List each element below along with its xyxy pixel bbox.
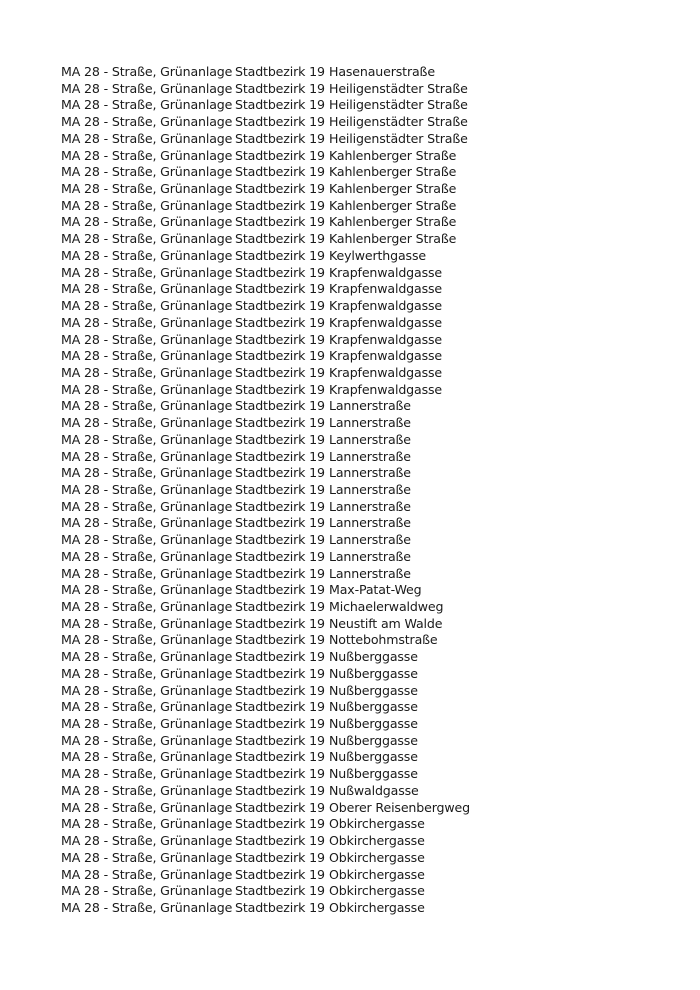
department-cell: MA 28 - Straße, Grünanlage [61, 114, 233, 130]
street-cell: Obkirchergasse [329, 816, 425, 832]
district-cell: Stadtbezirk 19 [235, 532, 325, 548]
district-cell: Stadtbezirk 19 [235, 197, 325, 213]
street-cell: Oberer Reisenbergweg [329, 799, 470, 815]
list-item [61, 883, 489, 900]
department-cell: MA 28 - Straße, Grünanlage [61, 298, 233, 314]
department-cell: MA 28 - Straße, Grünanlage [61, 465, 233, 481]
street-cell: Lannerstraße [329, 431, 411, 447]
district-cell: Stadtbezirk 19 [235, 849, 325, 865]
street-cell: Lannerstraße [329, 481, 411, 497]
street-cell: Michaelerwaldweg [329, 599, 444, 614]
street-cell: Nußberggasse [329, 749, 418, 765]
street-cell: Lannerstraße [329, 565, 411, 581]
district-cell: Stadtbezirk 19 [235, 615, 325, 631]
department-cell: MA 28 - Straße, Grünanlage [61, 164, 233, 180]
street-cell: Lannerstraße [329, 465, 411, 481]
district-cell: Stadtbezirk 19 [235, 699, 325, 715]
department-cell: MA 28 - Straße, Grünanlage [61, 398, 233, 414]
street-cell: Kahlenberger Straße [329, 181, 457, 197]
street-cell: Obkirchergasse [329, 883, 425, 899]
district-cell: Stadtbezirk 19 [235, 498, 325, 514]
department-cell: MA 28 - Straße, Grünanlage [61, 431, 233, 447]
list-item [61, 582, 489, 599]
district-cell: Stadtbezirk 19 [235, 649, 325, 665]
list-item [61, 415, 489, 432]
district-cell: Stadtbezirk 19 [235, 665, 325, 681]
street-cell: Krapfenwaldgasse [329, 364, 443, 380]
list-item [61, 81, 489, 98]
district-cell: Stadtbezirk 19 [235, 398, 325, 414]
department-cell: MA 28 - Straße, Grünanlage [61, 181, 233, 197]
street-cell: Nußberggasse [329, 682, 418, 698]
district-cell: Stadtbezirk 19 [235, 632, 325, 648]
department-cell: MA 28 - Straße, Grünanlage [61, 548, 233, 564]
district-cell: Stadtbezirk 19 [235, 682, 325, 698]
list-item [61, 816, 489, 833]
street-cell: Lannerstraße [329, 532, 411, 548]
department-cell: MA 28 - Straße, Grünanlage [61, 381, 233, 397]
district-cell: Stadtbezirk 19 [235, 833, 325, 849]
street-cell: Nußwaldgasse [329, 782, 419, 798]
street-cell: Obkirchergasse [329, 833, 425, 849]
department-cell: MA 28 - Straße, Grünanlage [61, 214, 233, 230]
department-cell: MA 28 - Straße, Grünanlage [61, 883, 233, 899]
list-item [61, 867, 489, 884]
department-cell: MA 28 - Straße, Grünanlage [61, 247, 233, 263]
street-cell: Max-Patat-Weg [329, 582, 422, 598]
district-cell: Stadtbezirk 19 [235, 766, 325, 782]
list-item [61, 833, 489, 850]
district-cell: Stadtbezirk 19 [235, 298, 325, 314]
department-cell: MA 28 - Straße, Grünanlage [61, 582, 233, 598]
district-cell: Stadtbezirk 19 [235, 147, 325, 163]
department-cell: MA 28 - Straße, Grünanlage [61, 97, 233, 113]
list-item [61, 315, 489, 332]
street-cell: Obkirchergasse [329, 899, 425, 915]
list-item [61, 365, 489, 382]
department-cell: MA 28 - Straße, Grünanlage [61, 281, 233, 297]
department-cell: MA 28 - Straße, Grünanlage [61, 665, 233, 681]
department-cell: MA 28 - Straße, Grünanlage [61, 448, 233, 464]
district-cell: Stadtbezirk 19 [235, 415, 325, 431]
district-cell: Stadtbezirk 19 [235, 883, 325, 899]
district-cell: Stadtbezirk 19 [235, 331, 325, 347]
district-cell: Stadtbezirk 19 [235, 314, 325, 330]
district-cell: Stadtbezirk 19 [235, 348, 325, 364]
street-cell: Kahlenberger Straße [329, 231, 457, 247]
list-item [61, 482, 489, 499]
district-cell: Stadtbezirk 19 [235, 782, 325, 798]
list-item [61, 181, 489, 198]
list-item [61, 281, 489, 298]
list-item [61, 632, 489, 649]
street-cell: Nußberggasse [329, 716, 418, 732]
list-item [61, 549, 489, 566]
street-cell: Nußberggasse [329, 649, 418, 665]
department-cell: MA 28 - Straße, Grünanlage [61, 498, 233, 514]
department-cell: MA 28 - Straße, Grünanlage [61, 64, 233, 79]
street-cell: Nußberggasse [329, 732, 418, 748]
district-cell: Stadtbezirk 19 [235, 899, 325, 915]
district-cell: Stadtbezirk 19 [235, 281, 325, 297]
street-cell: Lannerstraße [329, 398, 411, 414]
department-cell: MA 28 - Straße, Grünanlage [61, 632, 233, 648]
district-cell: Stadtbezirk 19 [235, 247, 325, 263]
department-cell: MA 28 - Straße, Grünanlage [61, 415, 233, 431]
list-item [61, 449, 489, 466]
list-item [61, 850, 489, 867]
department-cell: MA 28 - Straße, Grünanlage [61, 231, 233, 247]
street-cell: Kahlenberger Straße [329, 147, 457, 163]
department-cell: MA 28 - Straße, Grünanlage [61, 515, 233, 531]
street-cell: Kahlenberger Straße [329, 197, 457, 213]
list-item [61, 382, 489, 399]
district-cell: Stadtbezirk 19 [235, 565, 325, 581]
department-cell: MA 28 - Straße, Grünanlage [61, 799, 233, 815]
department-cell: MA 28 - Straße, Grünanlage [61, 716, 233, 732]
district-cell: Stadtbezirk 19 [235, 97, 325, 113]
list-item [61, 114, 489, 131]
list-item [61, 532, 489, 549]
list-item [61, 248, 489, 265]
street-cell: Obkirchergasse [329, 849, 425, 865]
street-cell: Nußberggasse [329, 766, 418, 782]
street-cell: Nottebohmstraße [329, 632, 438, 648]
list-item [61, 465, 489, 482]
district-cell: Stadtbezirk 19 [235, 816, 325, 832]
list-item [61, 900, 489, 917]
list-item [61, 214, 489, 231]
street-cell: Krapfenwaldgasse [329, 264, 443, 280]
department-cell: MA 28 - Straße, Grünanlage [61, 147, 233, 163]
department-cell: MA 28 - Straße, Grünanlage [61, 565, 233, 581]
district-cell: Stadtbezirk 19 [235, 381, 325, 397]
list-item [61, 649, 489, 666]
district-cell: Stadtbezirk 19 [235, 465, 325, 481]
district-cell: Stadtbezirk 19 [235, 448, 325, 464]
department-cell: MA 28 - Straße, Grünanlage [61, 331, 233, 347]
district-cell: Stadtbezirk 19 [235, 431, 325, 447]
department-cell: MA 28 - Straße, Grünanlage [61, 732, 233, 748]
list-item [61, 749, 489, 766]
district-cell: Stadtbezirk 19 [235, 114, 325, 130]
list-item [61, 716, 489, 733]
street-cell: Kahlenberger Straße [329, 164, 457, 180]
list-item [61, 783, 489, 800]
department-cell: MA 28 - Straße, Grünanlage [61, 782, 233, 798]
department-cell: MA 28 - Straße, Grünanlage [61, 833, 233, 849]
list-item [61, 97, 489, 114]
department-cell: MA 28 - Straße, Grünanlage [61, 197, 233, 213]
list-item [61, 198, 489, 215]
list-item [61, 164, 489, 181]
list-item [61, 800, 489, 817]
street-cell: Lannerstraße [329, 415, 411, 431]
street-cell: Heiligenstädter Straße [329, 80, 468, 96]
department-cell: MA 28 - Straße, Grünanlage [61, 314, 233, 330]
department-cell: MA 28 - Straße, Grünanlage [61, 481, 233, 497]
district-cell: Stadtbezirk 19 [235, 164, 325, 180]
list-item [61, 332, 489, 349]
list-item [61, 566, 489, 583]
street-cell: Nußberggasse [329, 699, 418, 715]
list-item [61, 733, 489, 750]
department-cell: MA 28 - Straße, Grünanlage [61, 816, 233, 832]
list-item [61, 398, 489, 415]
district-cell: Stadtbezirk 19 [235, 130, 325, 146]
district-cell: Stadtbezirk 19 [235, 481, 325, 497]
district-cell: Stadtbezirk 19 [235, 231, 325, 247]
department-cell: MA 28 - Straße, Grünanlage [61, 364, 233, 380]
district-cell: Stadtbezirk 19 [235, 264, 325, 280]
street-cell: Nußberggasse [329, 665, 418, 681]
street-cell: Kahlenberger Straße [329, 214, 457, 230]
street-cell: Krapfenwaldgasse [329, 331, 443, 347]
department-cell: MA 28 - Straße, Grünanlage [61, 766, 233, 782]
list-item [61, 599, 489, 616]
street-list [61, 64, 489, 917]
list-item [61, 131, 489, 148]
department-cell: MA 28 - Straße, Grünanlage [61, 80, 233, 96]
district-cell: Stadtbezirk 19 [235, 749, 325, 765]
department-cell: MA 28 - Straße, Grünanlage [61, 599, 233, 614]
street-cell: Heiligenstädter Straße [329, 97, 468, 113]
list-item [61, 766, 489, 783]
street-cell: Krapfenwaldgasse [329, 348, 443, 364]
list-item [61, 265, 489, 282]
list-item [61, 499, 489, 516]
street-cell: Lannerstraße [329, 498, 411, 514]
department-cell: MA 28 - Straße, Grünanlage [61, 866, 233, 882]
list-item [61, 231, 489, 248]
department-cell: MA 28 - Straße, Grünanlage [61, 130, 233, 146]
district-cell: Stadtbezirk 19 [235, 64, 325, 79]
district-cell: Stadtbezirk 19 [235, 214, 325, 230]
street-cell: Lannerstraße [329, 515, 411, 531]
department-cell: MA 28 - Straße, Grünanlage [61, 348, 233, 364]
district-cell: Stadtbezirk 19 [235, 799, 325, 815]
district-cell: Stadtbezirk 19 [235, 548, 325, 564]
street-cell: Heiligenstädter Straße [329, 114, 468, 130]
street-cell: Hasenauerstraße [329, 64, 435, 79]
street-cell: Heiligenstädter Straße [329, 130, 468, 146]
district-cell: Stadtbezirk 19 [235, 866, 325, 882]
department-cell: MA 28 - Straße, Grünanlage [61, 849, 233, 865]
street-cell: Obkirchergasse [329, 866, 425, 882]
list-item [61, 666, 489, 683]
district-cell: Stadtbezirk 19 [235, 582, 325, 598]
district-cell: Stadtbezirk 19 [235, 364, 325, 380]
department-cell: MA 28 - Straße, Grünanlage [61, 615, 233, 631]
district-cell: Stadtbezirk 19 [235, 732, 325, 748]
street-cell: Neustift am Walde [329, 615, 443, 631]
department-cell: MA 28 - Straße, Grünanlage [61, 649, 233, 665]
list-item [61, 515, 489, 532]
list-item [61, 432, 489, 449]
list-item [61, 148, 489, 165]
street-cell: Krapfenwaldgasse [329, 381, 443, 397]
street-cell: Lannerstraße [329, 448, 411, 464]
street-cell: Lannerstraße [329, 548, 411, 564]
department-cell: MA 28 - Straße, Grünanlage [61, 264, 233, 280]
district-cell: Stadtbezirk 19 [235, 80, 325, 96]
list-item [61, 298, 489, 315]
district-cell: Stadtbezirk 19 [235, 716, 325, 732]
street-cell: Keylwerthgasse [329, 247, 426, 263]
street-cell: Krapfenwaldgasse [329, 281, 443, 297]
department-cell: MA 28 - Straße, Grünanlage [61, 682, 233, 698]
district-cell: Stadtbezirk 19 [235, 181, 325, 197]
list-item [61, 616, 489, 633]
list-item [61, 64, 489, 81]
list-item [61, 348, 489, 365]
list-item [61, 699, 489, 716]
street-cell: Krapfenwaldgasse [329, 314, 443, 330]
district-cell: Stadtbezirk 19 [235, 515, 325, 531]
department-cell: MA 28 - Straße, Grünanlage [61, 532, 233, 548]
street-cell: Krapfenwaldgasse [329, 298, 443, 314]
department-cell: MA 28 - Straße, Grünanlage [61, 899, 233, 915]
department-cell: MA 28 - Straße, Grünanlage [61, 749, 233, 765]
district-cell: Stadtbezirk 19 [235, 599, 325, 614]
list-item [61, 683, 489, 700]
department-cell: MA 28 - Straße, Grünanlage [61, 699, 233, 715]
